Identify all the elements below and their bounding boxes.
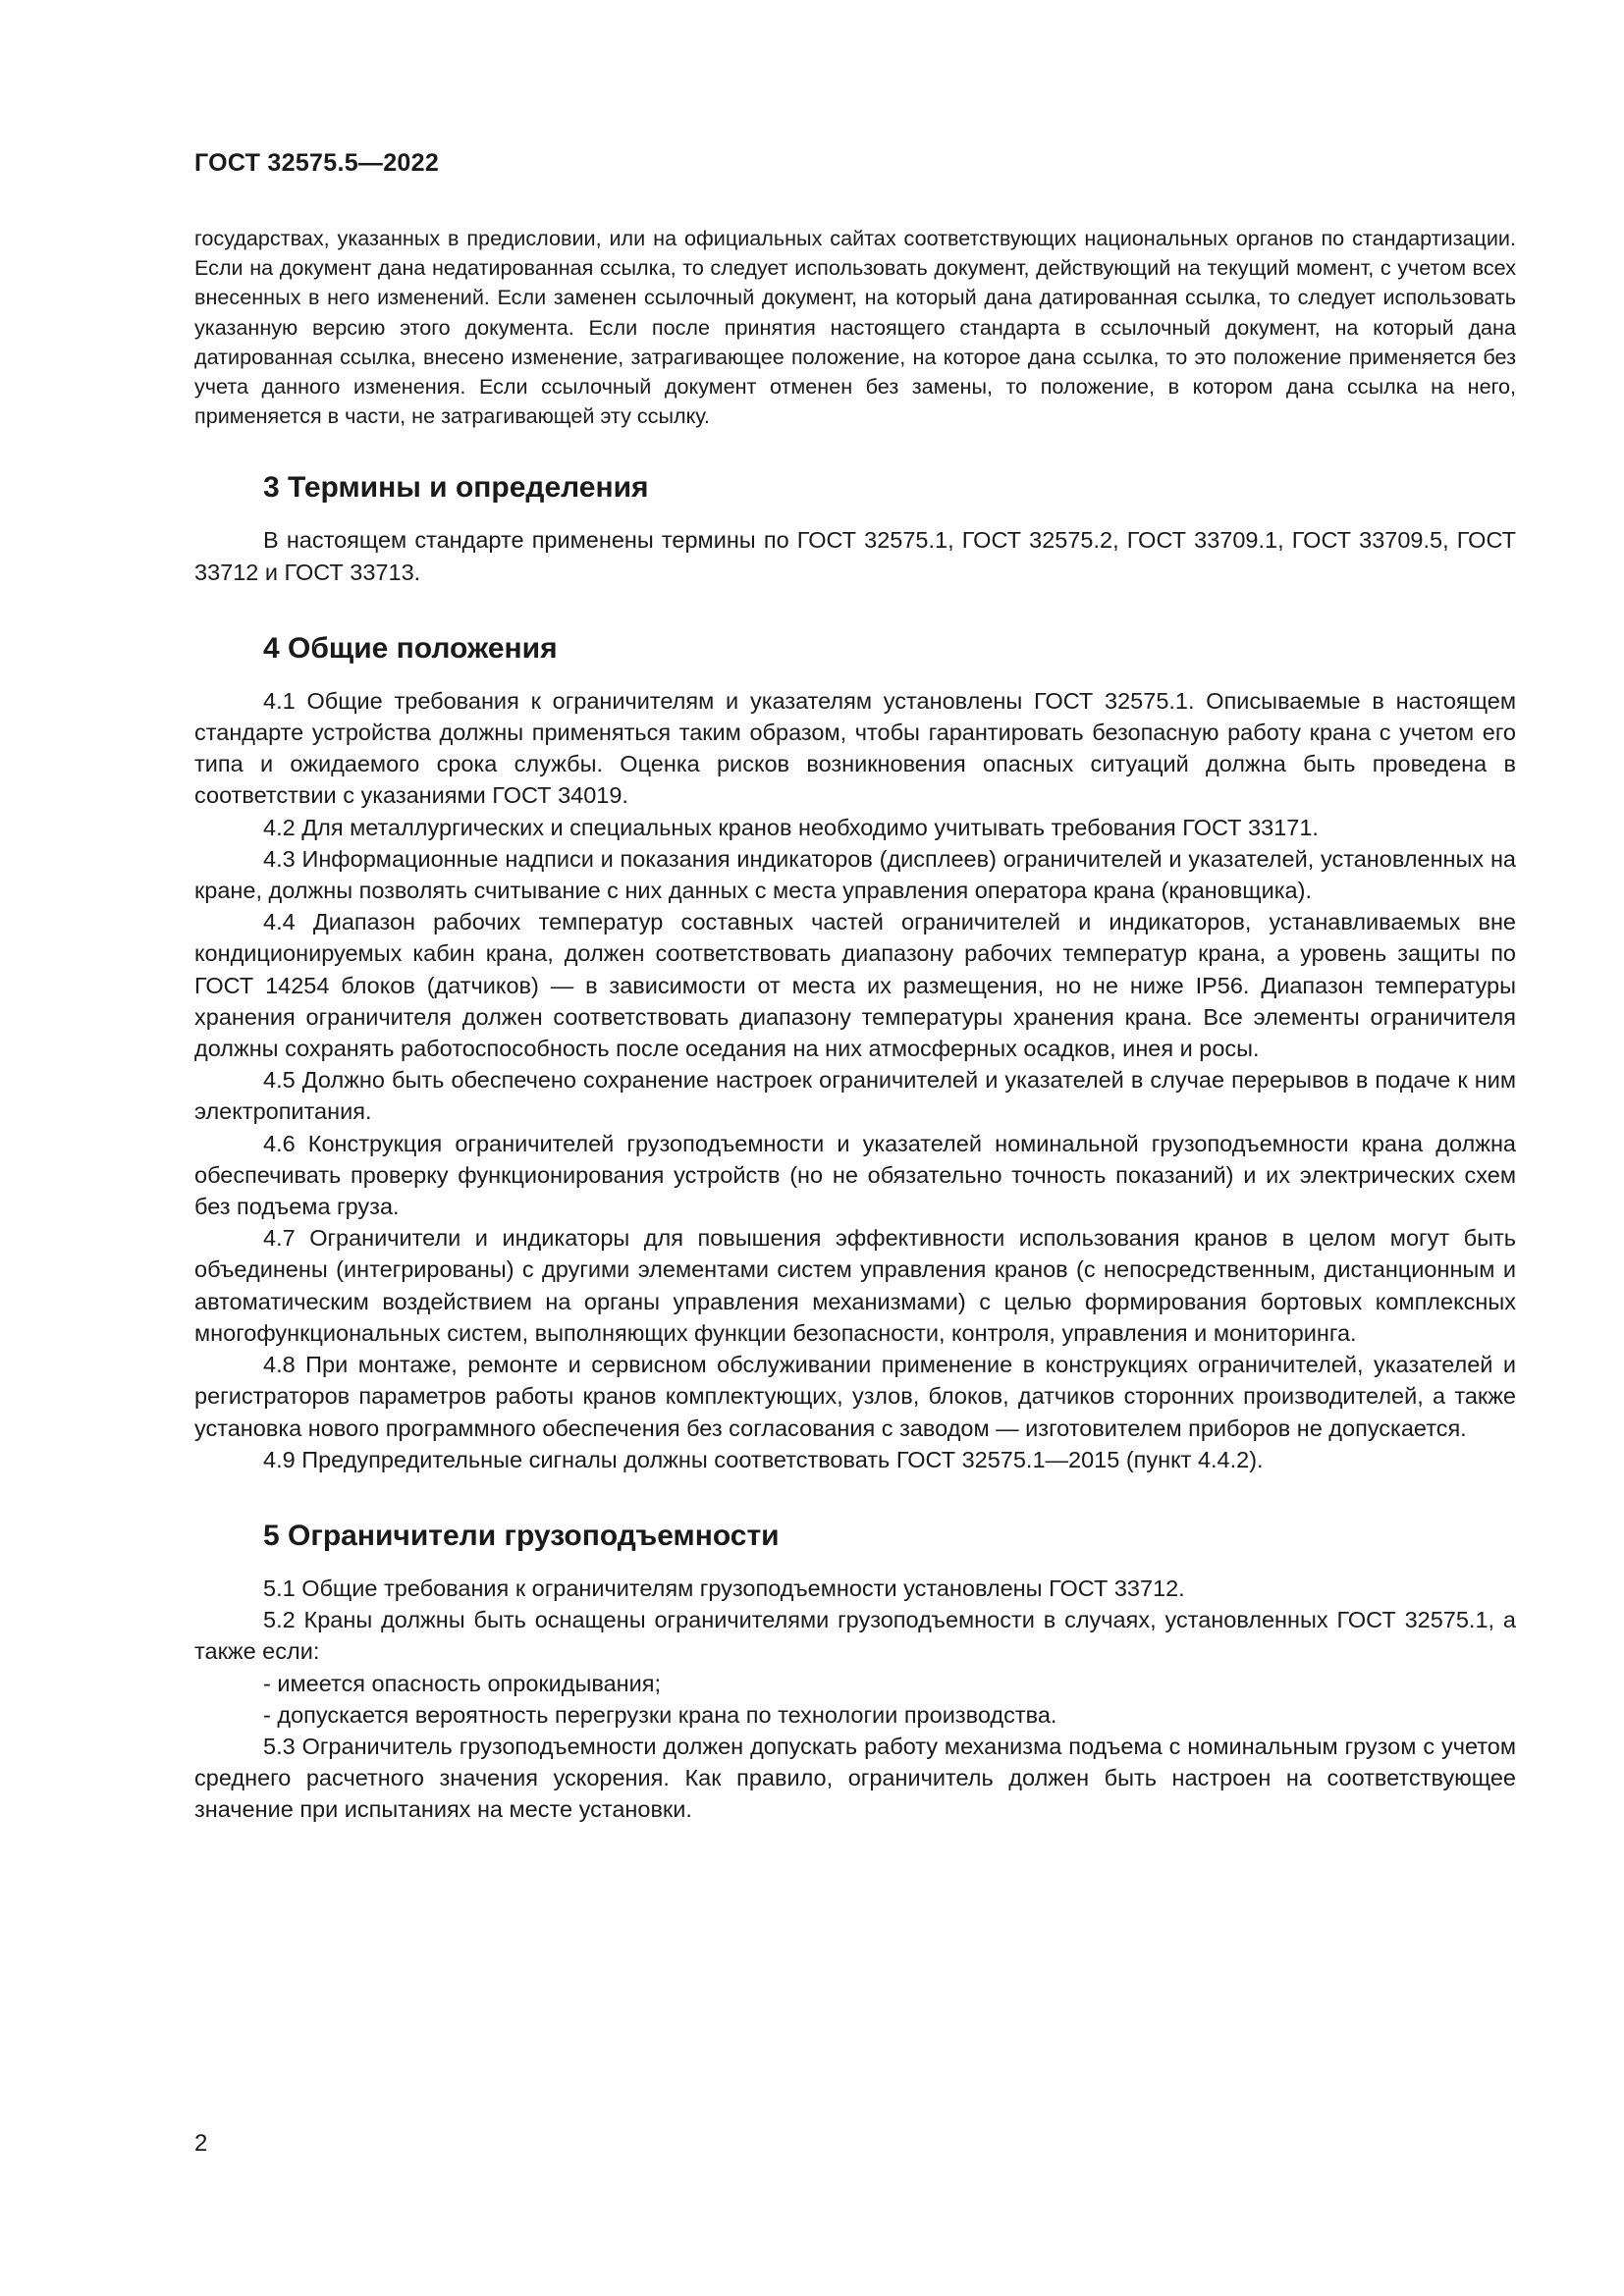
intro-paragraph: государствах, указанных в предисловии, или на официальных сайтах соответствующих национальных органов по стандартизации. Если на документ дана недатированная ссылка, то следует использовать документ, действующий на текущий момент, с учетом всех внесенных в него изменений. Если заменен ссылочный документ, на который дана датированная ссылка, то следует использовать указанную версию этого документа. Если после принятия настоящего стандарта в ссылочный документ, на который дана датированная ссылка, внесено изменение, затрагивающее положение, на которое дана ссылка, то это положение применяется без учета данного изменения. Если ссылочный документ отменен без замены, то положение, в котором дана ссылка на него, применяется в части, не затрагивающей эту ссылку. [194, 226, 1516, 429]
section-4-body [194, 685, 1516, 1475]
paragraph-4-9: 4.9 Предупредительные сигналы должны соответствовать ГОСТ 32575.1—2015 (пункт 4.4.2). [263, 1446, 1264, 1472]
section-3-body [194, 524, 1516, 587]
page-number: 2 [194, 2130, 208, 2157]
paragraph-4-5: 4.5 Должно быть обеспечено сохранение настроек ограничителей и указателей в случае перерывов в подаче к ним электропитания. [194, 1067, 1516, 1125]
paragraph-4-2: 4.2 Для металлургических и специальных кранов необходимо учитывать требования ГОСТ 33171. [263, 814, 1319, 840]
paragraph-4-3: 4.3 Информационные надписи и показания индикаторов (дисплеев) ограничителей и указателей, установленных на кране, должны позволять считывание с них данных с места управления оператора крана (крановщика). [194, 845, 1516, 904]
page-content [194, 224, 1516, 1826]
list-item-overturn: - имеется опасность опрокидывания; [263, 1670, 662, 1696]
section-4-heading: 4 Общие положения [263, 631, 558, 665]
section-5-heading: 5 Ограничители грузоподъемности [263, 1519, 780, 1552]
paragraph-5-1: 5.1 Общие требования к ограничителям грузоподъемности установлены ГОСТ 33712. [263, 1575, 1185, 1601]
paragraph-5-2: 5.2 Краны должны быть оснащены ограничителями грузоподъемности в случаях, установленных ГОСТ 32575.1, а также если: [194, 1607, 1516, 1665]
paragraph-4-4: 4.4 Диапазон рабочих температур составных частей ограничителей и индикаторов, устанавливаемых вне кондиционируемых кабин крана, должен соответствовать диапазону рабочих температур крана, а уровень защиты по ГОСТ 14254 блоков (датчиков) — в зависимости от места их размещения, но не ниже IP56. Диапазон температуры хранения ограничителя должен соответствовать диапазону температуры хранения крана. Все элементы ограничителя должны сохранять работоспособность после оседания на них атмосферных осадков, инея и росы. [194, 909, 1516, 1062]
paragraph-4-6: 4.6 Конструкция ограничителей грузоподъемности и указателей номинальной грузоподъемности крана должна обеспечивать проверку функционирования устройств (но не обязательно точность показаний) и их электрических схем без подъема груза. [194, 1130, 1516, 1220]
list-item-overload: - допускается вероятность перегрузки крана по технологии производства. [263, 1701, 1057, 1728]
document-code-header: ГОСТ 32575.5—2022 [194, 149, 440, 177]
paragraph-4-1: 4.1 Общие требования к ограничителям и указателям установлены ГОСТ 32575.1. Описываемые в настоящем стандарте устройства должны применяться таким образом, чтобы гарантировать безопасную работу крана с учетом его типа и ожидаемого срока службы. Оценка рисков возникновения опасных ситуаций должна быть проведена в соответствии с указаниями ГОСТ 34019. [194, 687, 1516, 809]
paragraph-3: В настоящем стандарте применены термины по ГОСТ 32575.1, ГОСТ 32575.2, ГОСТ 33709.1, ГОСТ 33709.5, ГОСТ 33712 и ГОСТ 33713. [194, 527, 1516, 585]
paragraph-4-8: 4.8 При монтаже, ремонте и сервисном обслуживании применение в конструкциях ограничителей, указателей и регистраторов параметров работы кранов комплектующих, узлов, блоков, датчиков сторонних производителей, а также установка нового программного обеспечения без согласования с заводом — изготовителем приборов не допускается. [194, 1352, 1516, 1441]
section-5-body [194, 1573, 1516, 1826]
paragraph-4-7: 4.7 Ограничители и индикаторы для повышения эффективности использования кранов в целом могут быть объединены (интегрированы) с другими элементами систем управления кранов (с непосредственным, дистанционным и автоматическим воздействием на органы управления механизмами) с целью формирования бортовых комплексных многофункциональных систем, выполняющих функции безопасности, контроля, управления и мониторинга. [194, 1225, 1516, 1346]
paragraph-5-3: 5.3 Ограничитель грузоподъемности должен допускать работу механизма подъема с номинальным грузом с учетом среднего расчетного значения ускорения. Как правило, ограничитель должен быть настроен на соответствующее значение при испытаниях на месте установки. [194, 1733, 1516, 1823]
section-3-heading: 3 Термины и определения [263, 471, 649, 505]
